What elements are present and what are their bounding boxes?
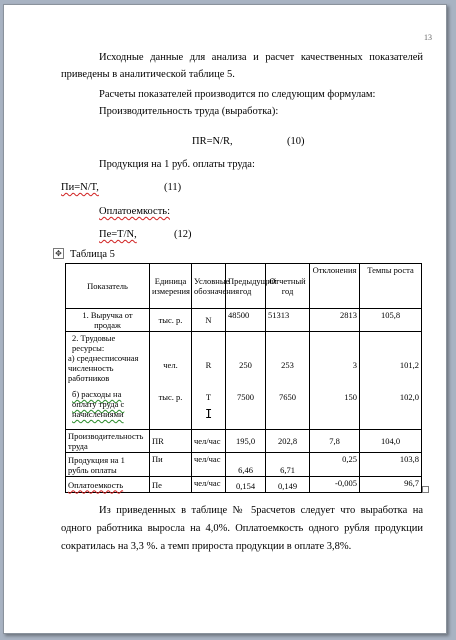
unit-a: чел. — [163, 359, 178, 370]
row-deviation: -0,005 — [310, 477, 360, 493]
table-caption: Таблица 5 — [70, 249, 115, 260]
table-row — [66, 453, 422, 477]
header-deviation: Отклонения — [310, 264, 360, 309]
row-report: 0,149 — [266, 477, 310, 493]
wage-intensity-text: Оплатоемкость: — [99, 206, 170, 217]
table-header-row — [66, 264, 422, 309]
row-prev: 195,0 — [226, 430, 266, 453]
row-indicator-labor — [66, 332, 150, 430]
formulas-intro[interactable]: Расчеты показателей производится по следующим формулам: — [99, 89, 376, 100]
table-resize-handle-icon[interactable] — [422, 486, 429, 493]
header-report-year: Отчетный год — [266, 264, 310, 309]
row-unit: ПR — [150, 430, 192, 453]
table-row — [66, 477, 422, 493]
formula-12-expr: Пе=T/N, — [99, 229, 137, 240]
output-label[interactable]: Продукция на 1 руб. оплаты труда: — [99, 159, 255, 170]
productivity-label[interactable]: Производительность труда (выработка): — [99, 106, 279, 117]
table-row — [66, 430, 422, 453]
unit-b: тыс. р. — [158, 391, 183, 402]
table-row — [66, 309, 422, 332]
table-move-handle-icon[interactable]: ✥ — [53, 248, 64, 259]
row-growth: 104,0 — [360, 430, 422, 453]
page-number: 13 — [424, 33, 432, 42]
table-row — [66, 332, 422, 430]
header-unit: Единица измерения — [150, 264, 192, 309]
symbol-b: Т — [205, 391, 212, 402]
row-report — [266, 332, 310, 430]
labor-sub-a: а) среднесписочная численность работников — [68, 353, 139, 383]
row-indicator: 1. Выручка от продаж — [66, 309, 150, 332]
row-unit: Пе — [150, 477, 192, 493]
conclusion-paragraph[interactable]: Из приведенных в таблице № 5расчетов следует что выработка на одного работника выросла на 4,0%. Оплатоемкость одного рубля продукции сократилась на 3,3 %. а темп прироста продукции в оплате 3,8%. — [61, 505, 423, 552]
row-report: 202,8 — [266, 430, 310, 453]
header-prev-year: Предыдущий год — [226, 264, 266, 309]
analytics-table[interactable] — [65, 263, 422, 493]
row-indicator: Оплатоемкость — [66, 477, 150, 493]
header-indicator: Показатель — [66, 264, 150, 309]
labor-sub-b: б) расходы на оплату труда с начислениями — [72, 389, 125, 419]
row-report: 51313 — [266, 309, 310, 332]
row-growth — [360, 332, 422, 430]
growth-b: 102,0 — [399, 391, 419, 402]
row-unit: Пи — [150, 453, 192, 477]
row-report: 6,71 — [266, 453, 310, 477]
row-growth: 105,8 — [360, 309, 422, 332]
row-prev: 48500 — [226, 309, 266, 332]
row-prev: 6,46 — [226, 453, 266, 477]
row-symbol: чел/час — [192, 430, 226, 453]
text-cursor-icon: I — [205, 407, 213, 421]
formula-11[interactable] — [61, 179, 99, 196]
row-unit: тыс. р. — [150, 309, 192, 332]
row-deviation — [310, 332, 360, 430]
formula-10-expr: ПR=N/R, — [192, 136, 233, 147]
row-indicator: Производительность труда — [66, 430, 150, 453]
growth-a: 101,2 — [399, 359, 419, 370]
formula-10-number: (10) — [287, 136, 305, 147]
formula-10[interactable] — [192, 133, 233, 150]
wage-intensity-label[interactable] — [99, 203, 170, 220]
prev-b: 7500 — [237, 391, 254, 402]
row-deviation: 2813 — [310, 309, 360, 332]
report-a: 253 — [281, 359, 294, 370]
row-indicator: Продукция на 1 рубль оплаты — [66, 453, 150, 477]
intro-paragraph[interactable]: Исходные данные для анализа и расчет качественных показателей приведены в аналитической таблице 5. — [61, 52, 423, 80]
header-growth: Темпы роста — [360, 264, 422, 309]
formula-12[interactable] — [99, 226, 137, 243]
symbol-a: R — [205, 359, 212, 370]
header-symbol: Условные обозначения — [192, 264, 226, 309]
report-b: 7650 — [279, 391, 296, 402]
dev-a: 3 — [352, 359, 357, 370]
row-symbol: чел/час — [192, 453, 226, 477]
row-growth: 103,8 — [360, 453, 422, 477]
dev-b: 150 — [344, 391, 357, 402]
row-deviation: 7,8 — [310, 430, 360, 453]
prev-a: 250 — [239, 359, 252, 370]
row-prev: 0,154 — [226, 477, 266, 493]
row-symbol: чел/час — [192, 477, 226, 493]
document-page — [3, 4, 447, 634]
labor-resources-label: 2. Трудовые ресурсы: — [72, 333, 116, 353]
row-deviation: 0,25 — [310, 453, 360, 477]
row-growth: 96,7 — [360, 477, 422, 493]
row-prev — [226, 332, 266, 430]
formula-11-number: (11) — [164, 182, 182, 193]
row-symbol: N — [192, 309, 226, 332]
row-unit — [150, 332, 192, 430]
formula-11-expr: Пи=N/T, — [61, 182, 99, 193]
formula-12-number: (12) — [174, 229, 192, 240]
